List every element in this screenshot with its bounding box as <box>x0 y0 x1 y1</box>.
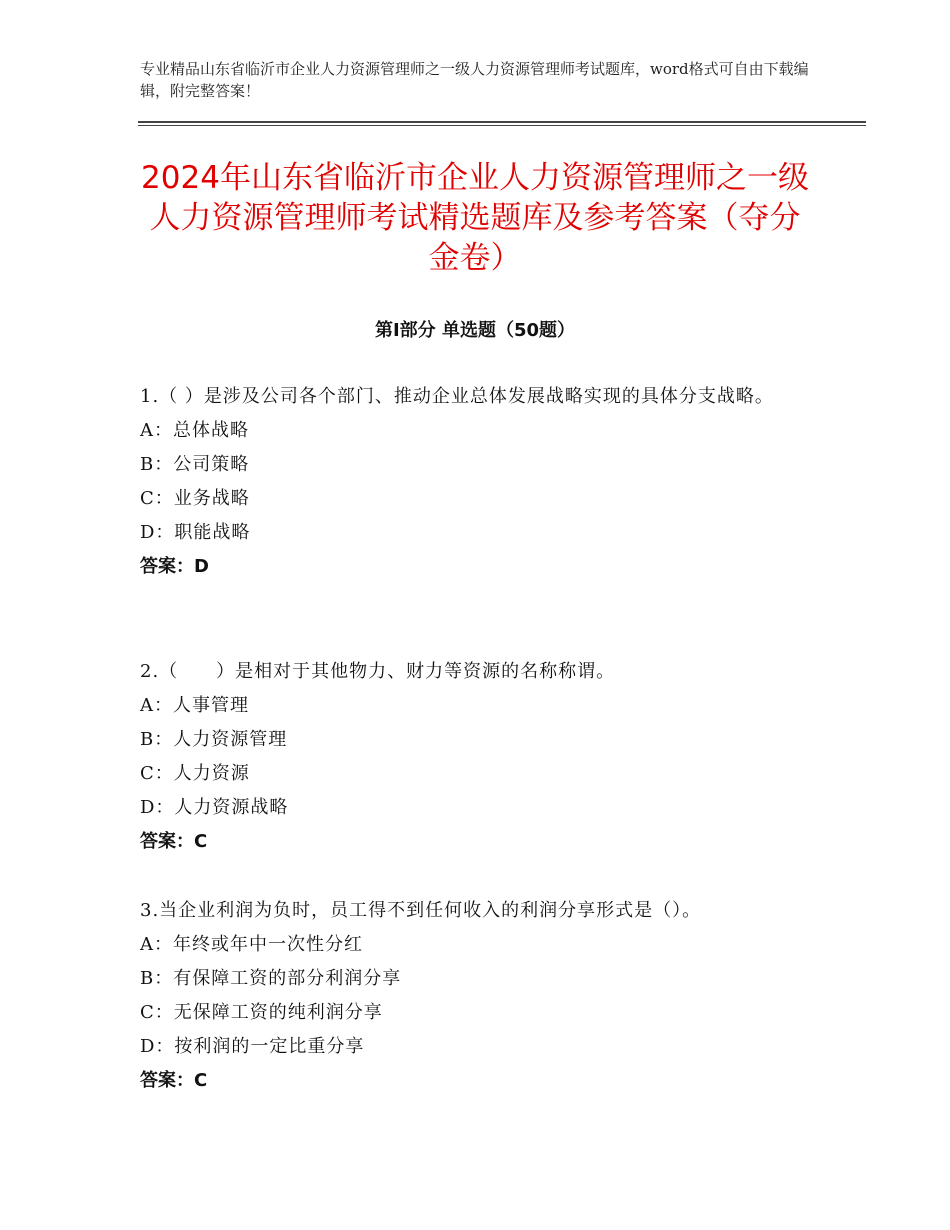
answer-value: C <box>194 1070 208 1091</box>
question-2 <box>140 655 820 859</box>
option-a: A：总体战略 <box>140 420 249 441</box>
answer-value: D <box>194 556 209 577</box>
option-a: A：年终或年中一次性分红 <box>140 934 363 955</box>
option-b: B：人力资源管理 <box>140 729 288 750</box>
header-note: 专业精品山东省临沂市企业人力资源管理师之一级人力资源管理师考试题库，word格式可自由下载编辑，附完整答案！ <box>140 60 809 100</box>
question-stem: 1.（ ）是涉及公司各个部门、推动企业总体发展战略实现的具体分支战略。 <box>140 386 774 407</box>
option-b: B：公司策略 <box>140 454 250 475</box>
answer-prefix: 答案： <box>140 556 194 577</box>
option-d: D：职能战略 <box>140 522 251 543</box>
answer-line <box>140 825 820 859</box>
question-stem: 2.（ ）是相对于其他物力、财力等资源的名称称谓。 <box>140 661 616 682</box>
answer-line <box>140 1064 820 1098</box>
option-d: D：按利润的一定比重分享 <box>140 1036 365 1057</box>
header-rule-thin <box>138 125 866 126</box>
option-a: A：人事管理 <box>140 695 249 716</box>
header-rule-thick <box>138 121 866 123</box>
option-c: C：无保障工资的纯利润分享 <box>140 1002 383 1023</box>
question-3 <box>140 894 820 1098</box>
option-b: B：有保障工资的部分利润分享 <box>140 968 402 989</box>
document-title: 2024年山东省临沂市企业人力资源管理师之一级人力资源管理师考试精选题库及参考答案（夺分金卷） <box>141 160 809 276</box>
answer-value: C <box>194 831 208 852</box>
answer-prefix: 答案： <box>140 1070 194 1091</box>
option-c: C：人力资源 <box>140 763 250 784</box>
answer-line <box>140 550 820 584</box>
option-c: C：业务战略 <box>140 488 250 509</box>
question-1 <box>140 380 820 584</box>
question-stem: 3.当企业利润为负时，员工得不到任何收入的利润分享形式是（）。 <box>140 900 702 921</box>
answer-prefix: 答案： <box>140 831 194 852</box>
option-d: D：人力资源战略 <box>140 797 289 818</box>
section-heading: 第Ⅰ部分 单选题（50题） <box>374 320 575 341</box>
